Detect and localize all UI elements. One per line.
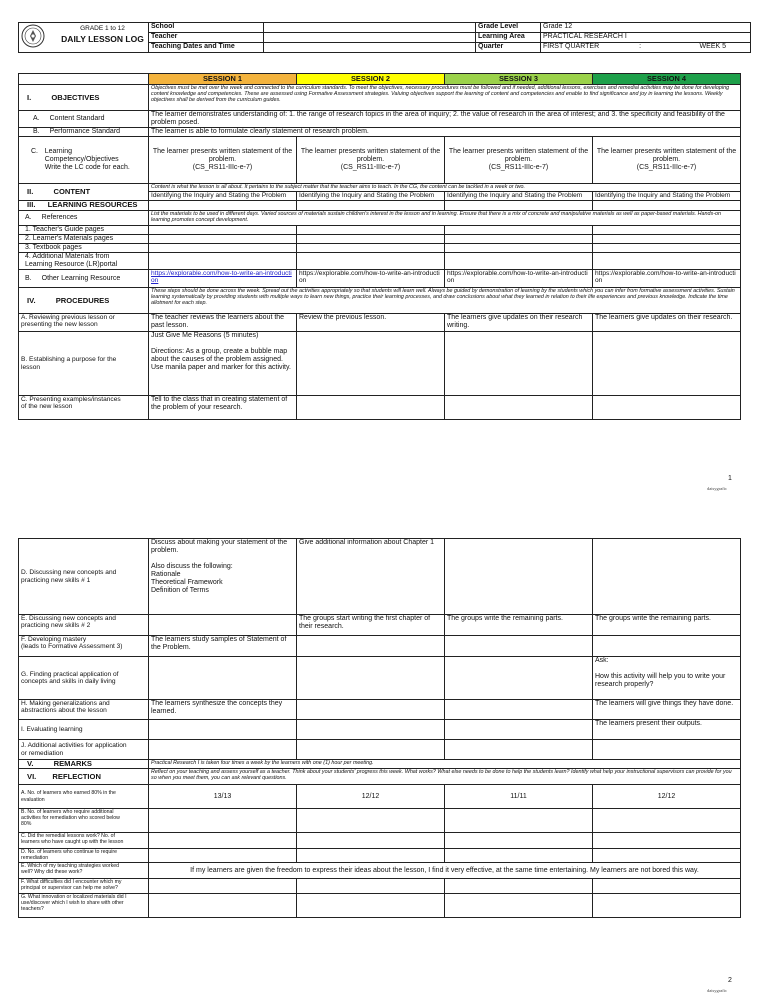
proc-e-label: E. Discussing new concepts and practicing new skills # 2 — [19, 615, 149, 636]
grade-level-label: Grade Level — [476, 23, 541, 33]
objectives-roman: I. — [27, 92, 32, 102]
proc-d-session-2: Give additional information about Chapter 1 — [297, 539, 445, 615]
resources-roman: III. — [27, 200, 36, 209]
reflection-heading — [19, 769, 149, 785]
refl-a-session-2: 12/12 — [297, 785, 445, 809]
refl-f-label: F. What difficulties did I encounter which my principal or supervisor can help me solve? — [19, 879, 149, 894]
proc-i-session-4: The learners present their outputs. — [593, 720, 741, 740]
page-number-2: 2 — [728, 977, 732, 984]
proc-h-session-1: The learners synthesize the concepts they learned. — [149, 700, 297, 720]
remarks-note: Practical Research I is taken four times a week by the learners with one (1) hour per meeting. — [149, 760, 741, 769]
procedures-heading — [19, 288, 149, 314]
lesson-table-page1 — [18, 73, 741, 420]
teachers-guide-label: 1. Teacher's Guide pages — [19, 226, 149, 235]
content-standard-text: Content Standard — [49, 115, 105, 122]
lesson-table-page2 — [18, 538, 741, 918]
learning-area-label: Learning Area — [476, 33, 541, 43]
other-resource-letter: B. — [25, 274, 32, 282]
learning-competency-label — [19, 137, 149, 184]
resource-link-session-3: https://explorable.com/how-to-write-an-introduction — [445, 270, 593, 288]
quarter-colon: : — [639, 43, 642, 50]
refl-g-label: G. What innovation or localized materials did I use/discover which I wish to share with other teachers? — [19, 894, 149, 918]
refl-d-label: D. No. of learners who continue to require remediation — [19, 849, 149, 863]
content-standard-letter: A. — [33, 115, 40, 122]
content-note: Content is what the lesson is all about. It pertains to the subject matter that the teacher aims to teach. In the CG, the content can be tackled in a week or two. — [149, 184, 741, 192]
reflection-note: Reflect on your teaching and assess yourself as a teacher. Think about your students' progress this week. What works? What else needs to be done to help the students learn? Identify what help your instructional supervisors can provide for you so when you meet them, you can ask relevant questions. — [149, 769, 741, 785]
resources-heading — [19, 201, 149, 211]
performance-standard-text: Performance Standard — [49, 128, 121, 135]
objectives-heading — [19, 85, 149, 111]
refl-a-label: A. No. of learners who earned 80% in the evaluation — [19, 785, 149, 809]
proc-h-session-4: The learners will give things they have done. — [593, 700, 741, 720]
procedures-roman: IV. — [27, 295, 36, 305]
references-label — [19, 211, 149, 226]
proc-e-session-2: The groups start writing the first chapter of their research. — [297, 615, 445, 636]
performance-standard-value: The learner is able to formulate clearly statement of research problem. — [149, 128, 741, 137]
lc-session-2: The learner presents written statement of the problem. (CS_RS11-IIIc-e-7) — [297, 137, 445, 184]
proc-c-session-1: Tell to the class that in creating statement of the problem of your research. — [149, 396, 297, 420]
learning-competency-letter: C. — [31, 148, 38, 155]
remarks-title: REMARKS — [53, 759, 93, 768]
session-corner — [19, 74, 149, 85]
other-resource-text: Other Learning Resource — [41, 274, 121, 282]
content-session-4: Identifying the Inquiry and Stating the Problem — [593, 192, 741, 201]
content-session-2: Identifying the Inquiry and Stating the Problem — [297, 192, 445, 201]
other-resource-label — [19, 270, 149, 288]
log-title: DAILY LESSON LOG — [61, 34, 144, 44]
learners-materials-label: 2. Learner's Materials pages — [19, 235, 149, 244]
resource-link-session-2: https://explorable.com/how-to-write-an-introduction — [297, 270, 445, 288]
proc-a-session-2: Review the previous lesson. — [297, 314, 445, 332]
proc-a-session-3: The learners give updates on their research writing. — [445, 314, 593, 332]
proc-g-session-4: Ask: How this activity will help you to write your research properly? — [593, 657, 741, 700]
content-heading — [19, 184, 149, 201]
lc-session-1: The learner presents written statement of the problem. (CS_RS11-IIIc-e-7) — [149, 137, 297, 184]
reflection-title: REFLECTION — [52, 771, 101, 781]
content-roman: II. — [27, 187, 34, 197]
grade-level-value: Grade 12 — [541, 23, 751, 33]
performance-standard-letter: B. — [33, 128, 40, 135]
school-value[interactable] — [264, 23, 476, 33]
proc-h-label: H. Making generalizations and abstractions about the lesson — [19, 700, 149, 720]
refl-e-value: If my learners are given the freedom to express their ideas about the lesson, I find it very effective, at the same time entertaining. My learners are not bored this way. — [149, 863, 741, 879]
teacher-label: Teacher — [149, 33, 264, 43]
grade-range-label: GRADE 1 to 12 — [80, 25, 125, 32]
proc-a-label: A. Reviewing previous lesson or presenting the new lesson — [19, 314, 149, 332]
refl-e-label: E. Which of my teaching strategies worked well? Why did these work? — [19, 863, 149, 879]
performance-standard-label — [19, 128, 149, 137]
proc-a-session-4: The learners give updates on their research. — [593, 314, 741, 332]
proc-e-session-4: The groups write the remaining parts. — [593, 615, 741, 636]
content-session-3: Identifying the Inquiry and Stating the Problem — [445, 192, 593, 201]
proc-b-session-1: Just Give Me Reasons (5 minutes) Directions: As a group, create a bubble map about the causes of the problem assigned. Use manila paper and marker for this activity. — [149, 332, 297, 396]
quarter-text: FIRST QUARTER — [543, 43, 600, 50]
dates-value[interactable] — [264, 43, 476, 53]
objectives-title: OBJECTIVES — [51, 92, 100, 102]
quarter-label: Quarter — [476, 43, 541, 53]
session-3-header: SESSION 3 — [445, 74, 593, 85]
refl-b-label: B. No. of learners who require additional activities for remediation who scored below 80% — [19, 809, 149, 833]
proc-b-label: B. Establishing a purpose for the lesson — [19, 332, 149, 396]
proc-i-label: I. Evaluating learning — [19, 720, 149, 740]
school-label: School — [149, 23, 264, 33]
proc-a-session-1: The teacher reviews the learners about the past lesson. — [149, 314, 297, 332]
procedures-note: These steps should be done across the week. Spread out the activities appropriately so that students will learn well. Always be guided by demonstration of learning by the students which you can infer from formative assessment activities. Sustain learning systematically by providing students with multiple ways to learn new things, practice their learning processes, and draw conclusions about what they learned in relation to their life experiences and previous knowledge. Indicate the time allotment for each step. — [149, 288, 741, 314]
dates-label: Teaching Dates and Time — [149, 43, 264, 53]
resources-title: LEARNING RESOURCES — [47, 200, 138, 209]
references-letter: A. — [25, 214, 32, 221]
content-standard-value: The learner demonstrates understanding of: 1. the range of research topics in the area of inquiry; 2. the value of research in the area of interest; and 3. the specificity and feasibility of the problem posed. — [149, 111, 741, 128]
refl-a-session-3: 11/11 — [445, 785, 593, 809]
reflection-roman: VI. — [27, 771, 37, 781]
remarks-roman: V. — [27, 759, 34, 768]
proc-c-label: C. Presenting examples/instances of the new lesson — [19, 396, 149, 420]
references-note: List the materials to be used in different days. Varied sources of materials sustain children's interest in the lesson and in learning. Ensure that there is a mix of concrete and manipulative materials as well as paper-based materials. Hands-on learning promotes concept development. — [149, 211, 741, 226]
proc-g-label: G. Finding practical application of concepts and skills in daily living — [19, 657, 149, 700]
session-2-header: SESSION 2 — [297, 74, 445, 85]
objectives-note: Objectives must be met over the week and connected to the curriculum standards. To meet the objectives, necessary procedures must be followed and if needed, additional lessons, exercises and remedial activities may be done for developing content knowledge and competencies. These are assessed using Formative Assessment strategies. Valuing objectives support the learning of content and competencies and enable to find significance and joy in learning the lessons. Weekly objectives shall be derived from the curriculum guides. — [149, 85, 741, 111]
week-text: WEEK 5 — [699, 43, 726, 50]
proc-e-session-3: The groups write the remaining parts. — [445, 615, 593, 636]
footer-brand-2: daisygrafic — [707, 988, 727, 993]
procedures-title: PROCEDURES — [55, 295, 110, 305]
proc-d-label: D. Discussing new concepts and practicing new skills # 1 — [19, 539, 149, 615]
textbook-pages-label: 3. Textbook pages — [19, 244, 149, 253]
proc-f-label: F. Developing mastery (leads to Formative Assessment 3) — [19, 636, 149, 657]
references-text: References — [41, 214, 78, 221]
quarter-value — [541, 43, 751, 53]
session-1-header: SESSION 1 — [149, 74, 297, 85]
additional-materials-label: 4. Additional Materials from Learning Resource (LR)portal — [19, 253, 149, 270]
lc-session-4: The learner presents written statement of the problem. (CS_RS11-IIIc-e-7) — [593, 137, 741, 184]
proc-d-session-1: Discuss about making your statement of the problem. Also discuss the following: Rationale Theoretical Framework Definition of Terms — [149, 539, 297, 615]
teacher-value[interactable] — [264, 33, 476, 43]
remarks-heading — [19, 760, 149, 769]
refl-a-session-4: 12/12 — [593, 785, 741, 809]
footer-brand-1: daisygrafic — [707, 486, 727, 491]
refl-c-label: C. Did the remedial lessons work? No. of learners who have caught up with the lesson — [19, 833, 149, 849]
resource-link-session-1[interactable]: https://explorable.com/how-to-write-an-introduction — [149, 270, 297, 288]
resource-link-session-4: https://explorable.com/how-to-write-an-introduction — [593, 270, 741, 288]
learning-competency-text: Learning Competency/Objectives Write the LC code for each. — [44, 148, 130, 171]
refl-a-session-1: 13/13 — [149, 785, 297, 809]
proc-f-session-1: The learners study samples of Statement of the Problem. — [149, 636, 297, 657]
page-number-1: 1 — [728, 475, 732, 482]
content-session-1: Identifying the Inquiry and Stating the Problem — [149, 192, 297, 201]
proc-j-label: J. Additional activities for application or remediation — [19, 740, 149, 760]
header-table — [18, 22, 751, 53]
session-4-header: SESSION 4 — [593, 74, 741, 85]
content-title: CONTENT — [53, 187, 91, 197]
content-standard-label — [19, 111, 149, 128]
lc-session-3: The learner presents written statement of the problem. (CS_RS11-IIIc-e-7) — [445, 137, 593, 184]
learning-area-value: PRACTICAL RESEARCH I — [541, 33, 751, 43]
